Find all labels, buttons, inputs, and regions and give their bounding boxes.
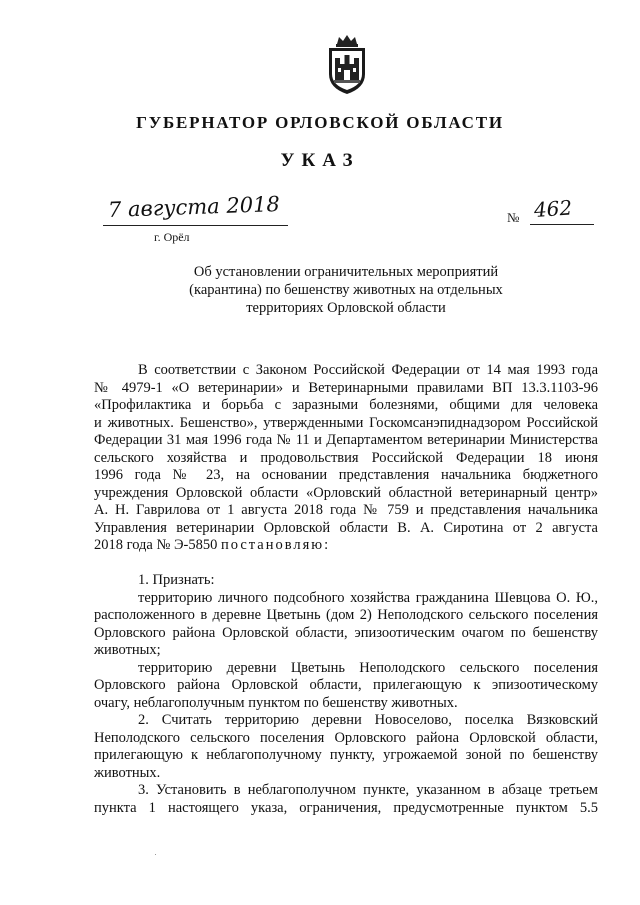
date-underline	[103, 225, 288, 226]
body-line: пункта 1 настоящего указа, ограничения, предусмотренные пунктом 5.5	[94, 799, 598, 816]
body-line: № 4979-1 «О ветеринарии» и Ветеринарными правилами ВП 13.3.1103-96	[94, 379, 598, 396]
body-line: Федерации 31 мая 1996 года № 11 и Департаментом ветеринарии Министерства	[94, 432, 598, 448]
signed-date: 7 августа 2018	[107, 192, 281, 222]
decree-number: 462	[533, 195, 573, 222]
subject-line: Об установлении ограничительных мероприятий	[193, 264, 499, 280]
subject-line: (карантина) по бешенству животных на отдельных	[189, 282, 503, 298]
body-line: территорию личного подсобного хозяйства гражданина Шевцова О. Ю.,	[138, 589, 598, 606]
body-line: животных.	[94, 764, 161, 781]
body-line: очагу, неблагополучным пунктом по бешенству животных.	[94, 694, 458, 711]
body-line: Управления ветеринарии Орловской области В. А. Сиротина от 2 августа	[94, 519, 598, 536]
decree-subject	[150, 263, 542, 317]
body-line: территорию деревни Цветынь Неполодского сельского поселения	[138, 659, 598, 676]
body-line: «Профилактика и борьба с заразными болезнями, общими для человека	[94, 397, 598, 413]
body-line: и животных. Бешенство», утвержденными Госкомсанэпиднадзором Российской	[94, 414, 598, 431]
clause-1-heading: 1. Признать:	[138, 572, 215, 588]
issuer-title: ГУБЕРНАТОР ОРЛОВСКОЙ ОБЛАСТИ	[136, 113, 504, 132]
body-line: В соответствии с Законом Российской Федерации от 14 мая 1993 года	[138, 362, 598, 378]
subject-line: территориях Орловской области	[246, 300, 446, 316]
body-line: 2018 года № Э-5850	[94, 537, 218, 553]
body-line: расположенного в деревне Цветынь (дом 2) Неполодского сельского поселения	[94, 607, 598, 623]
body-line: Орловского района Орловской области, прилегающую к эпизоотическому	[94, 677, 598, 693]
decree-body	[94, 362, 598, 817]
issue-city: г. Орёл	[154, 230, 190, 244]
body-line: А. Н. Гаврилова от 1 августа 2018 года № 759 и представления начальника	[94, 502, 598, 518]
resolution-word: постановляю:	[220, 537, 331, 553]
clause-3: 3. Установить в неблагополучном пункте, указанном в абзаце третьем	[138, 782, 598, 798]
body-line: 1996 года № 23, на основании представления начальника бюджетного	[94, 467, 598, 483]
document-type: УКАЗ	[280, 150, 360, 171]
body-line: учреждения Орловской области «Орловский областной ветеринарный центр»	[94, 484, 598, 501]
coat-of-arms-icon	[323, 34, 371, 96]
number-underline	[530, 224, 594, 225]
body-line-last	[94, 537, 598, 555]
body-line: Орловского района Орловской области, эпизоотическим очагом по бешенству	[94, 624, 598, 641]
body-line: сельского хозяйства и продовольствия Российской Федерации 18 июня	[94, 449, 598, 466]
body-line: Неполодского сельского поселения Орловского района Орловской области,	[94, 729, 598, 746]
body-line: животных;	[94, 642, 161, 658]
clause-2: 2. Считать территорию деревни Новоселово, поселка Вязковский	[138, 712, 598, 728]
body-line: прилегающую к неблагополучному пункту, угрожаемой зоной по бешенству	[94, 747, 598, 763]
number-label: №	[507, 210, 520, 225]
scan-speck	[155, 854, 156, 855]
